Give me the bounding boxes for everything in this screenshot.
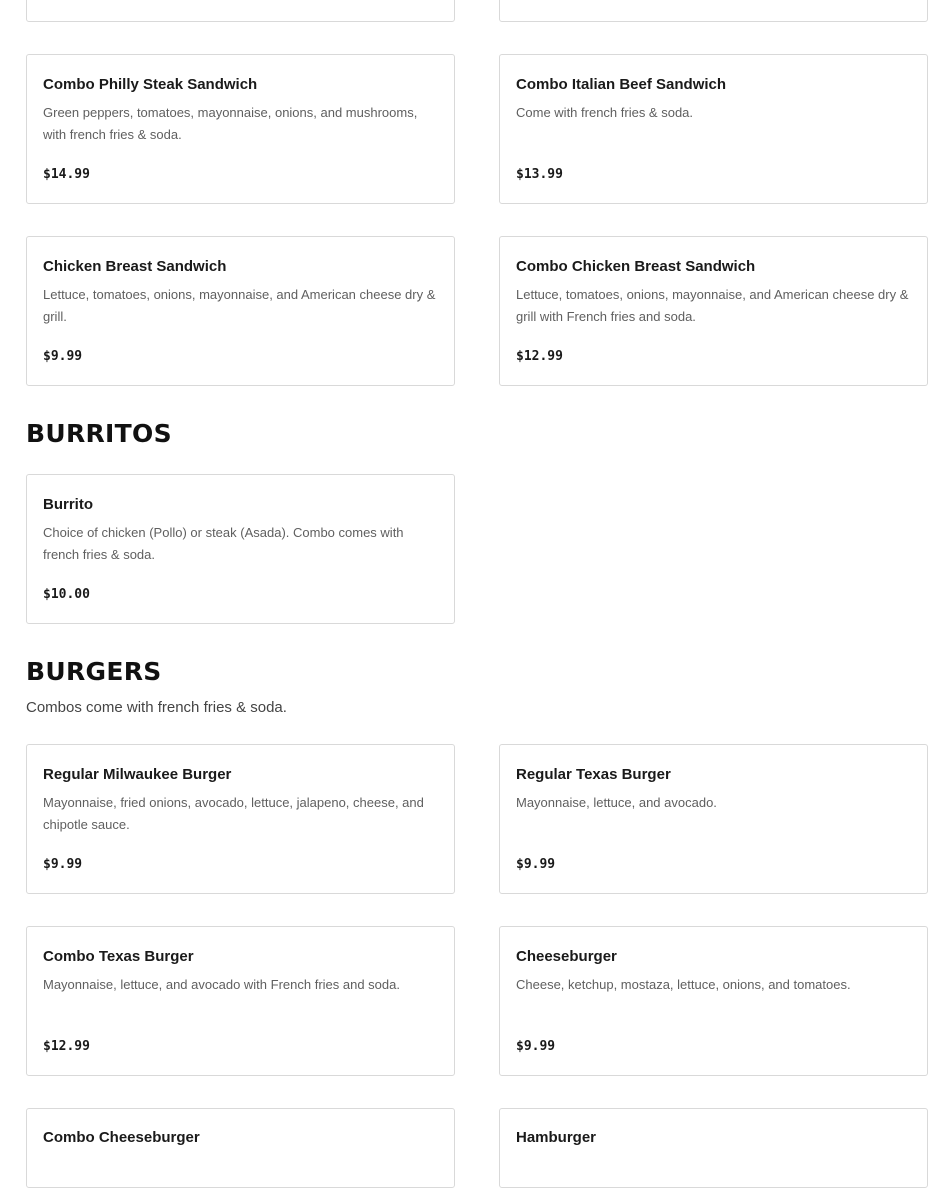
item-description: Mayonnaise, lettuce, and avocado with French fries and soda.	[43, 977, 400, 992]
item-description: Mayonnaise, fried onions, avocado, lettuce, jalapeno, cheese, and chipotle sauce.	[43, 795, 424, 832]
menu-item-card-partial[interactable]	[499, 0, 928, 22]
item-price: $9.99	[516, 857, 556, 872]
menu-item-card[interactable]	[499, 744, 928, 894]
item-price: $9.99	[43, 857, 83, 872]
item-price: $14.99	[43, 167, 90, 182]
section-title-burgers: BURGERS	[26, 657, 162, 686]
menu-item-card[interactable]	[499, 236, 928, 386]
menu-item-card[interactable]	[26, 1108, 455, 1188]
item-price: $9.99	[43, 349, 83, 364]
item-price: $13.99	[516, 167, 563, 182]
item-name: Combo Cheeseburger	[43, 1129, 200, 1146]
item-price: $12.99	[43, 1039, 90, 1054]
menu-item-card[interactable]	[499, 1108, 928, 1188]
menu-item-card[interactable]	[26, 474, 455, 624]
menu-item-card[interactable]	[26, 926, 455, 1076]
menu-item-card[interactable]	[26, 236, 455, 386]
item-name: Burrito	[43, 496, 93, 513]
menu-item-card-partial[interactable]	[26, 0, 455, 22]
item-name: Combo Texas Burger	[43, 948, 194, 965]
item-description: Come with french fries & soda.	[516, 105, 694, 120]
item-name: Hamburger	[516, 1129, 597, 1146]
item-name: Regular Milwaukee Burger	[43, 766, 232, 783]
item-description: Choice of chicken (Pollo) or steak (Asada). Combo comes with french fries & soda.	[43, 525, 404, 562]
item-name: Combo Italian Beef Sandwich	[516, 76, 727, 93]
item-description: Green peppers, tomatoes, mayonnaise, onions, and mushrooms, with french fries & soda.	[43, 105, 418, 142]
item-name: Combo Chicken Breast Sandwich	[516, 258, 756, 275]
item-description: Lettuce, tomatoes, onions, mayonnaise, and American cheese dry & grill with French fries and soda.	[516, 287, 909, 324]
item-name: Cheeseburger	[516, 948, 617, 965]
menu-item-card[interactable]	[26, 744, 455, 894]
menu-item-card[interactable]	[26, 54, 455, 204]
item-description: Lettuce, tomatoes, onions, mayonnaise, and American cheese dry & grill.	[43, 287, 436, 324]
item-description: Cheese, ketchup, mostaza, lettuce, onions, and tomatoes.	[516, 977, 851, 992]
item-price: $10.00	[43, 587, 90, 602]
section-subtitle: Combos come with french fries & soda.	[26, 699, 287, 716]
item-price: $12.99	[516, 349, 563, 364]
menu-item-card[interactable]	[499, 926, 928, 1076]
item-description: Mayonnaise, lettuce, and avocado.	[516, 795, 717, 810]
item-name: Regular Texas Burger	[516, 766, 671, 783]
item-price: $9.99	[516, 1039, 556, 1054]
item-name: Chicken Breast Sandwich	[43, 258, 227, 275]
menu-item-card[interactable]	[499, 54, 928, 204]
section-title-burritos: BURRITOS	[26, 419, 172, 448]
item-name: Combo Philly Steak Sandwich	[43, 76, 258, 93]
